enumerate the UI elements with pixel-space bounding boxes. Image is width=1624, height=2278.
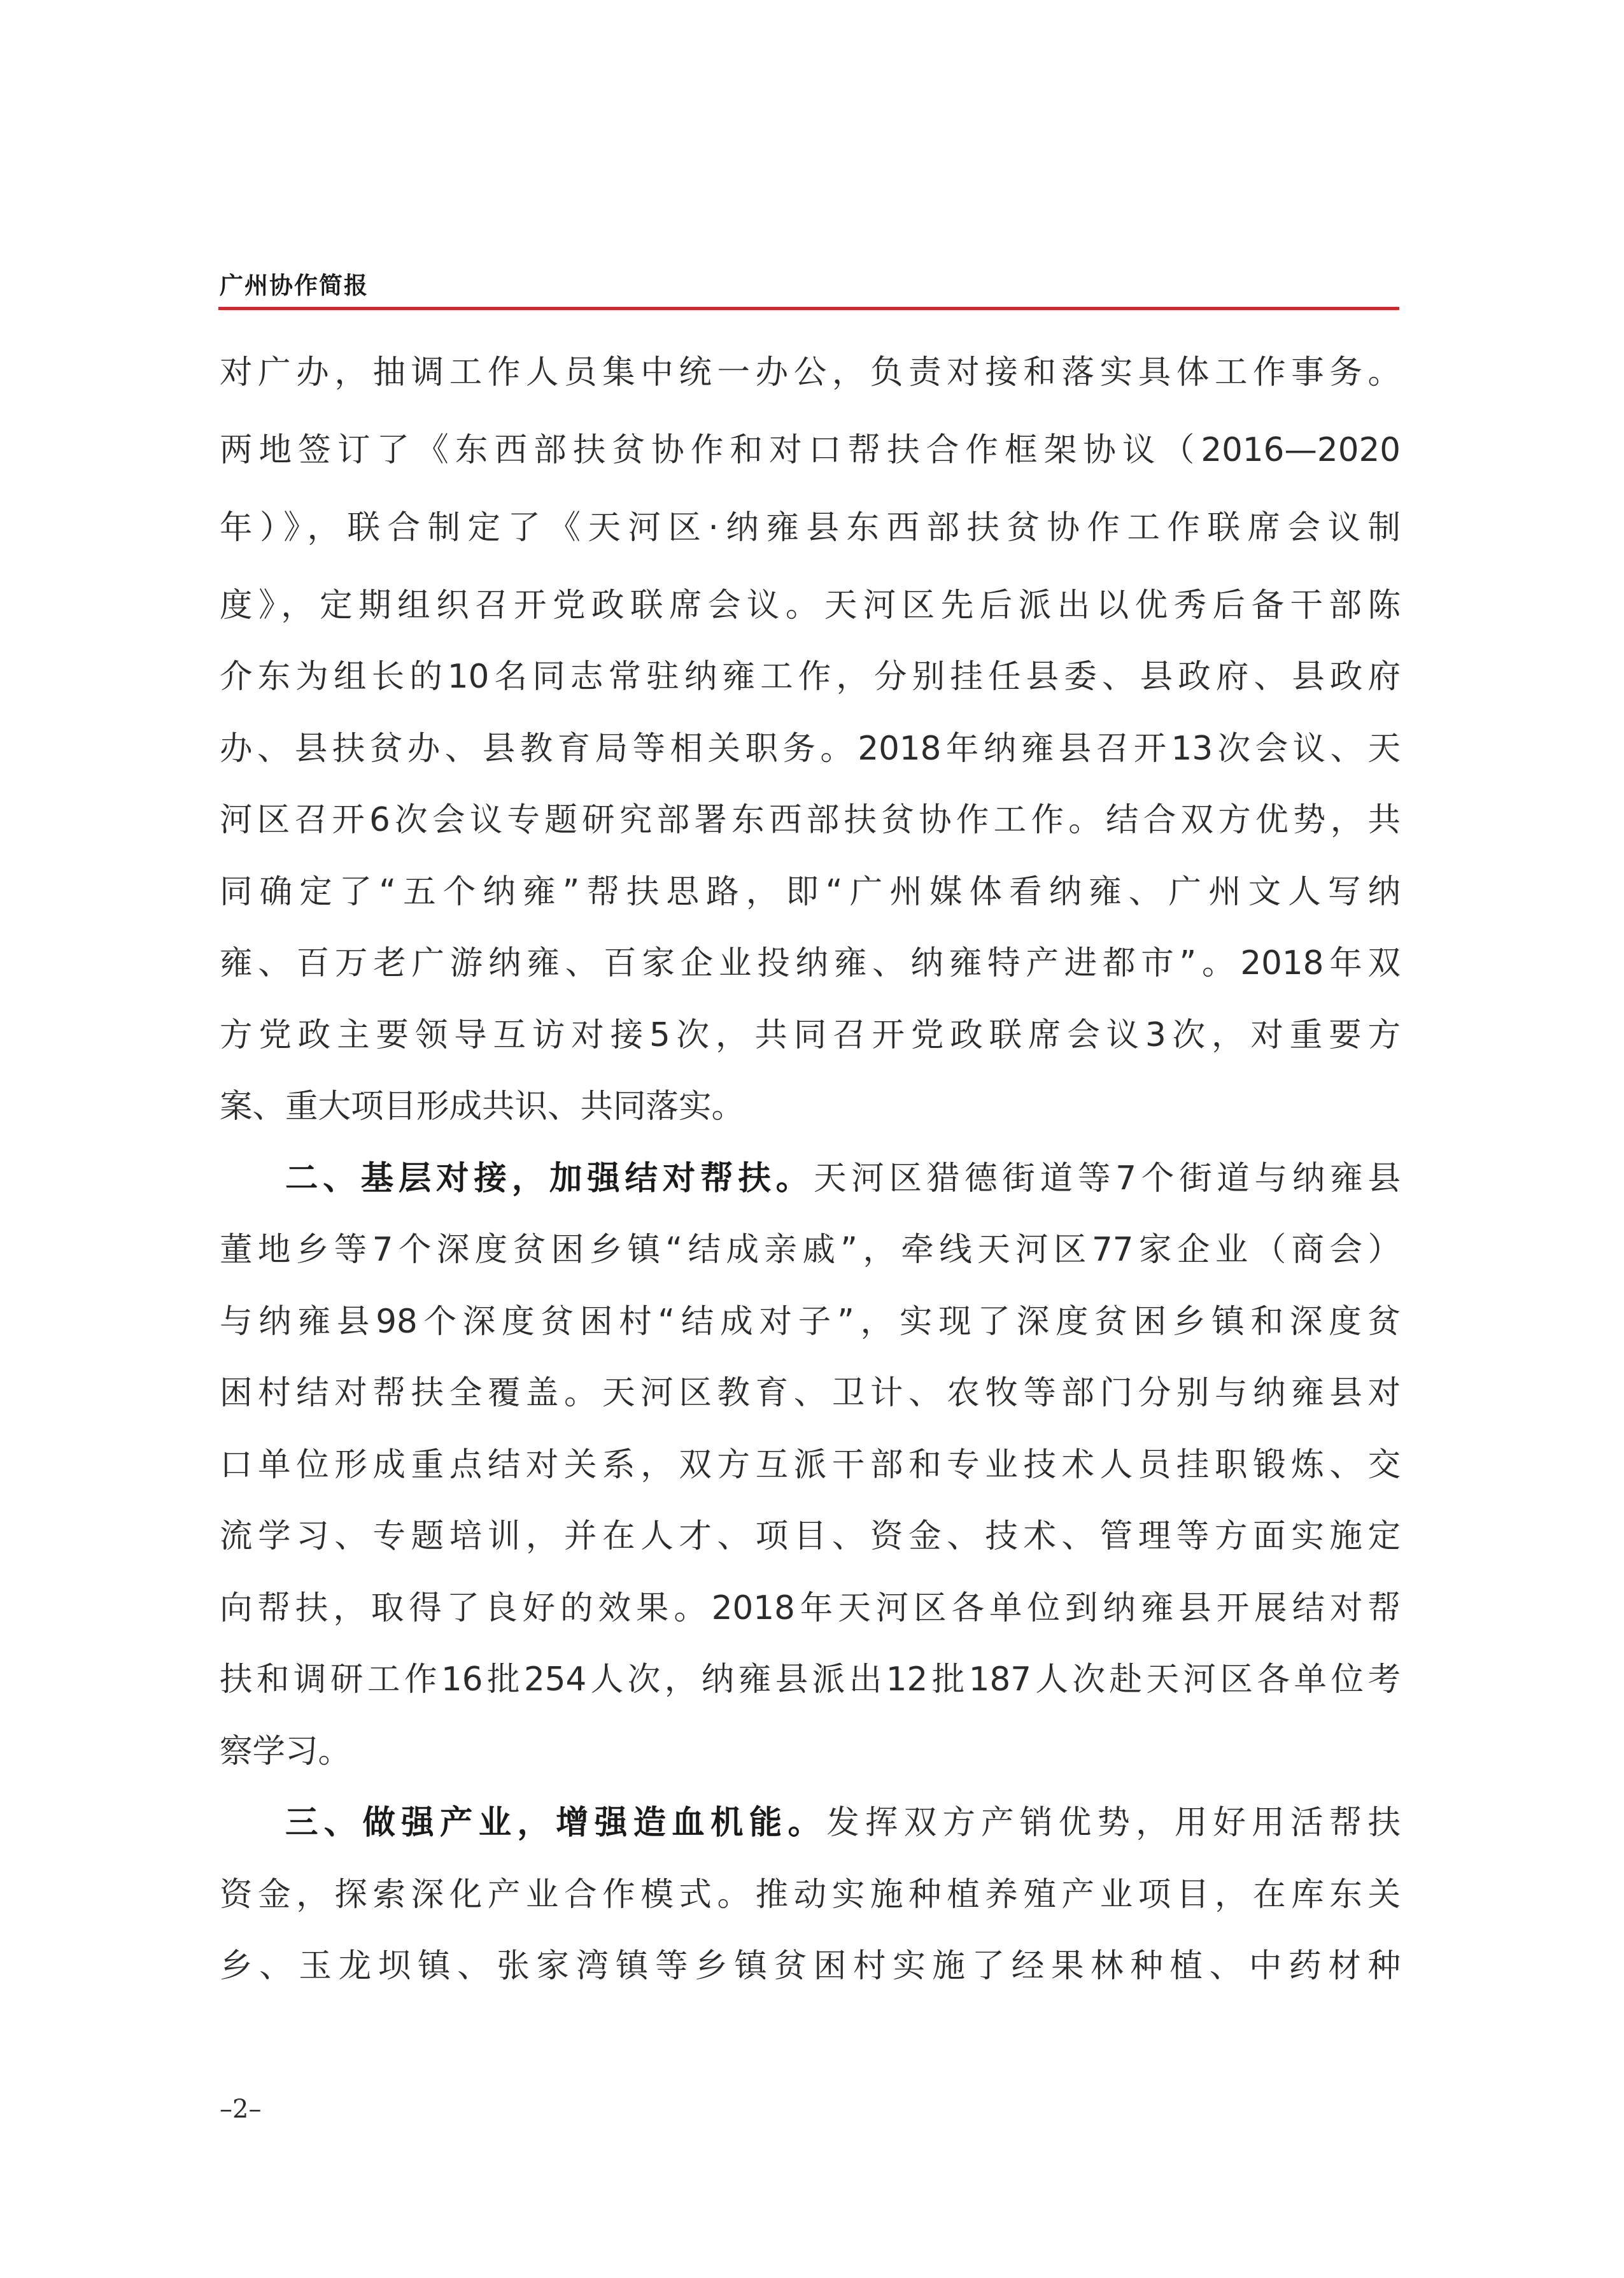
body-line: 口单位形成重点结对关系，双方互派干部和专业技术人员挂职锻炼、交	[220, 1446, 1401, 1484]
body-line: 同确定了“五个纳雍”帮扶思路，即“广州媒体看纳雍、广州文人写纳	[220, 873, 1401, 911]
section-three-first-line	[285, 1797, 1401, 1848]
body-line: 年）》，联合制定了《天河区·纳雍县东西部扶贫协作工作联席会议制	[220, 509, 1401, 547]
body-line: 方党政主要领导互访对接5次，共同召开党政联席会议3次，对重要方	[220, 1016, 1401, 1054]
section-two-text: 天河区猎德街道等7个街道与纳雍县	[813, 1159, 1401, 1198]
section-two-heading: 二、基层对接，加强结对帮扶。	[285, 1159, 814, 1198]
section-three-text: 发挥双方产销优势，用好用活帮扶	[826, 1804, 1401, 1842]
body-line: 介东为组长的10名同志常驻纳雍工作，分别挂任县委、县政府、县政府	[220, 658, 1401, 696]
body-line: 董地乡等7个深度贫困乡镇“结成亲戚”，牵线天河区77家企业（商会）	[220, 1231, 1401, 1269]
page-number: –2–	[220, 2095, 262, 2124]
body-line: 雍、百万老广游纳雍、百家企业投纳雍、纳雍特产进都市”。2018年双	[220, 944, 1401, 982]
body-line: 资金，探索深化产业合作模式。推动实施种植养殖产业项目，在库东关	[220, 1876, 1401, 1914]
body-line: 困村结对帮扶全覆盖。天河区教育、卫计、农牧等部门分别与纳雍县对	[220, 1374, 1401, 1412]
body-line: 对广办，抽调工作人员集中统一办公，负责对接和落实具体工作事务。	[220, 353, 1401, 392]
body-line: 河区召开6次会议专题研究部署东西部扶贫协作工作。结合双方优势，共	[220, 801, 1401, 839]
body-line: 案、重大项目形成共识、共同落实。	[220, 1087, 745, 1126]
body-line: 度》，定期组织召开党政联席会议。天河区先后派出以优秀后备干部陈	[220, 586, 1401, 625]
header-title: 广州协作简报	[220, 272, 369, 299]
body-line: 察学习。	[220, 1732, 351, 1771]
section-two-first-line	[285, 1153, 1401, 1204]
section-three-heading: 三、做强产业，增强造血机能。	[285, 1804, 827, 1842]
body-line: 乡、玉龙坝镇、张家湾镇等乡镇贫困村实施了经果林种植、中药材种	[220, 1947, 1401, 1985]
body-line: 与纳雍县98个深度贫困村“结成对子”，实现了深度贫困乡镇和深度贫	[220, 1303, 1401, 1341]
body-line: 扶和调研工作16批254人次，纳雍县派出12批187人次赴天河区各单位考	[220, 1660, 1401, 1699]
body-line: 办、县扶贫办、县教育局等相关职务。2018年纳雍县召开13次会议、天	[220, 730, 1401, 768]
header-divider	[218, 307, 1399, 310]
body-line: 向帮扶，取得了良好的效果。2018年天河区各单位到纳雍县开展结对帮	[220, 1589, 1401, 1627]
body-line: 两地签订了《东西部扶贫协作和对口帮扶合作框架协议（2016—2020	[220, 431, 1401, 469]
body-line: 流学习、专题培训，并在人才、项目、资金、技术、管理等方面实施定	[220, 1517, 1401, 1555]
